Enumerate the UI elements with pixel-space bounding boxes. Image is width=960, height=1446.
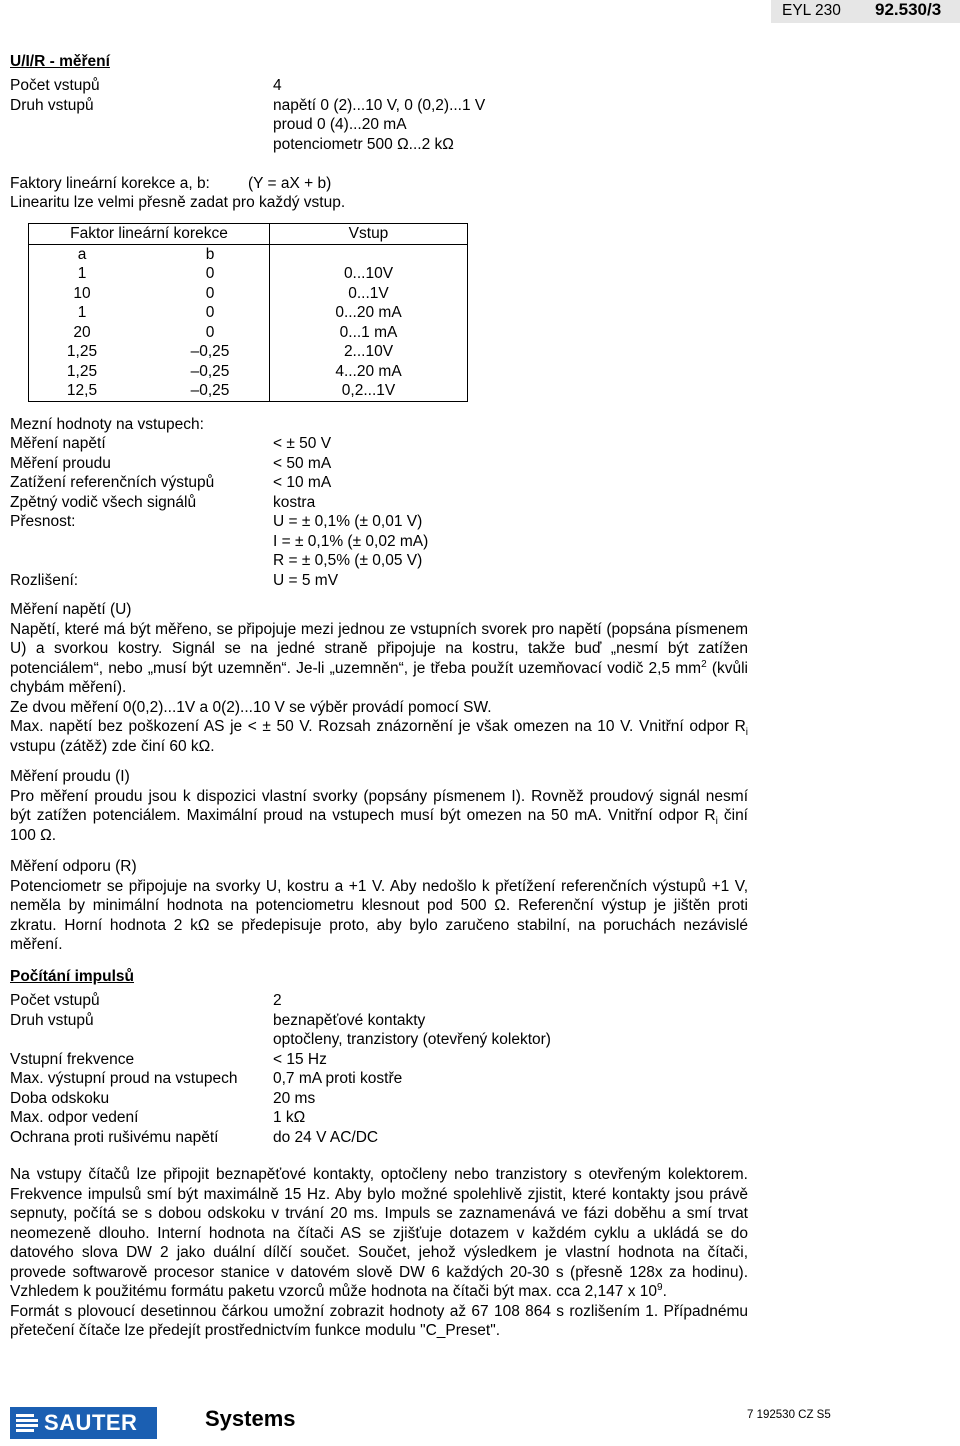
spec-row: Přesnost: U = ± 0,1% (± 0,01 V): [10, 513, 423, 530]
linearita-text: Linearitu lze velmi přesně zadat pro každý vstup.: [10, 194, 346, 211]
faktory-formula: (Y = aX + b): [248, 175, 332, 192]
spec-row: proud 0 (4)...20 mA: [273, 116, 407, 133]
proud-section: [10, 767, 748, 845]
spec-row: Rozlišení: U = 5 mV: [10, 571, 339, 589]
mezni-spec-list: [10, 434, 770, 590]
table-header-cell: Faktor lineární korekce: [29, 224, 270, 245]
spec-row: I = ± 0,1% (± 0,02 mA): [273, 532, 429, 550]
table-subheader-row: a b: [29, 244, 468, 264]
table-header-cell: Vstup: [270, 224, 468, 245]
doc-label: EYL 230: [782, 2, 841, 19]
table-row: 1 0 0...10V: [29, 264, 468, 284]
spec-row: Vstupní frekvence < 15 Hz: [10, 1050, 327, 1068]
logo-lines-icon: [10, 1407, 44, 1439]
table-row: 10 0 0...1V: [29, 284, 468, 304]
spec-row: Zpětný vodič všech signálů kostra: [10, 493, 316, 511]
table-row: 1 0 0...20 mA: [29, 303, 468, 323]
uir-spec-list: [10, 76, 770, 154]
faktor-table: [28, 223, 468, 402]
spec-row: Počet vstupů 4: [10, 77, 282, 94]
faktory-label: Faktory lineární korekce a, b:: [10, 175, 210, 192]
mezni-heading: Mezní hodnoty na vstupech:: [10, 416, 204, 433]
odpor-heading: Měření odporu (R): [10, 858, 137, 875]
table-row: 12,5 –0,25 0,2...1V: [29, 381, 468, 401]
sauter-logo: [10, 1407, 157, 1439]
table-row: 1,25 –0,25 4...20 mA: [29, 362, 468, 382]
spec-row: Měření proudu < 50 mA: [10, 454, 332, 472]
spec-row: potenciometr 500 Ω...2 kΩ: [273, 135, 454, 153]
impulsy-spec-list: [10, 991, 770, 1147]
napeti-paragraph-1: Napětí, které má být měřeno, se připojuje mezi jednou ze vstupních svorek pro napětí (popsána písmenem U) a svorkou kostry. Signál se na jedné straně připojuje na kostru, takže buď „nesmí být zatížen potenciálem“, nebo „musí být uzemněn“. Je-li „uzemněn“, je třeba použít uzemňovací vodič 2,5 $mm^2$ (kvůli chybám měření).: [10, 620, 748, 696]
impulsy-paragraph-2: Formát s plovoucí desetinnou čárkou umožní zobrazit hodnoty až 67 108 864 s rozlišením 1. Případnému přetečení čítače lze předejít prostřednictvím funkce modulu "C_Preset".: [10, 1302, 748, 1339]
odpor-section: [10, 857, 748, 955]
spec-row: Ochrana proti rušivému napětí do 24 V AC/DC: [10, 1128, 379, 1146]
napeti-section: [10, 600, 748, 756]
napeti-paragraph-2: Ze dvou měření 0(0,2)...1V a 0(2)...10 V se výběr provádí pomocí SW.: [10, 698, 492, 716]
spec-row: Max. odpor vedení 1 kΩ: [10, 1109, 306, 1126]
spec-row: Max. výstupní proud na vstupech 0,7 mA proti kostře: [10, 1070, 403, 1087]
proud-heading: Měření proudu (I): [10, 768, 130, 785]
footer-code: 7 192530 CZ S5: [747, 1409, 831, 1421]
odpor-paragraph: Potenciometr se připojuje na svorky U, kostru a +1 V. Aby nedošlo k přetížení referenčních výstupů +1 V, neměla by minimální hodnota na potenciometru klesnout pod 500 Ω. Referenční výstup je jištěn proti zkratu. Horní hodnota 2 kΩ se předepisuje proto, aby bylo zaručeno stabilní, na poruchách nezávislé měření.: [10, 877, 748, 953]
section-heading-uir: U/I/R - měření: [10, 53, 110, 70]
spec-row: Druh vstupů beznapěťové kontakty: [10, 1011, 426, 1029]
spec-row: optočleny, tranzistory (otevřený kolektor): [273, 1031, 551, 1048]
spec-row: Druh vstupů napětí 0 (2)...10 V, 0 (0,2)...1 V: [10, 96, 486, 114]
table-row: 20 0 0...1 mA: [29, 323, 468, 343]
spec-row: Doba odskoku 20 ms: [10, 1089, 316, 1107]
spec-row: R = ± 0,5% (± 0,05 V): [273, 552, 423, 569]
napeti-heading: Měření napětí (U): [10, 601, 132, 618]
systems-label: Systems: [205, 1406, 296, 1431]
impulsy-paragraph-1: Na vstupy čítačů lze připojit beznapěťové kontakty, optočleny nebo tranzistory s otevřeným kolektorem. Frekvence impulsů smí být maximálně 15 Hz. Aby bylo možné spolehlivě zjistit, které kontakty jsou právě sepnuty, počítá se s dobou odskoku v trvání 20 ms. Impuls se zaznamenává ve fázi doběhu a smí trvat neomezeně dlouho. Interní hodnota na čítači AS se zjišťuje dotazem v každém cyklu a ukládá se do datového slova DW 2 jako duální dílčí součet. Součet, jehož výsledkem je vlastní hodnota na čítači, provede softwarově procesor stanice v datovém slově DW 6 každých 20-30 s (přesně 128x za hodinu). Vzhledem k použitému formátu paketu vzorců může hodnota na čítači být max. cca 2,147 x $10^9$.: [10, 1166, 748, 1300]
impulsy-body: [10, 1165, 748, 1341]
spec-row: Zatížení referenčních výstupů < 10 mA: [10, 474, 332, 491]
spec-row: Měření napětí < ± 50 V: [10, 435, 332, 452]
doc-number: 92.530/3: [875, 0, 942, 19]
proud-paragraph: Pro měření proudu jsou k dispozici vlastní svorky (popsány písmenem I). Rovněž proudový signál nesmí být zatížen potenciálem. Maximální proud na vstupech musí být omezen na 50 mA. Vnitřní odpor $R_i$ činí 100 Ω.: [10, 787, 748, 844]
table-header-row: [29, 224, 468, 245]
napeti-paragraph-3: Max. napětí bez poškození AS je < ± 50 V. Rozsah znázornění je však omezen na 10 V. Vnitřní odpor $R_i$ vstupu (zátěž) zde činí 60 kΩ.: [10, 718, 748, 755]
section-heading-impulsy: Počítání impulsů: [10, 968, 135, 985]
logo-text: SAUTER: [44, 1410, 138, 1436]
table-row: 1,25 –0,25 2...10V: [29, 342, 468, 362]
spec-row: Počet vstupů 2: [10, 992, 282, 1009]
